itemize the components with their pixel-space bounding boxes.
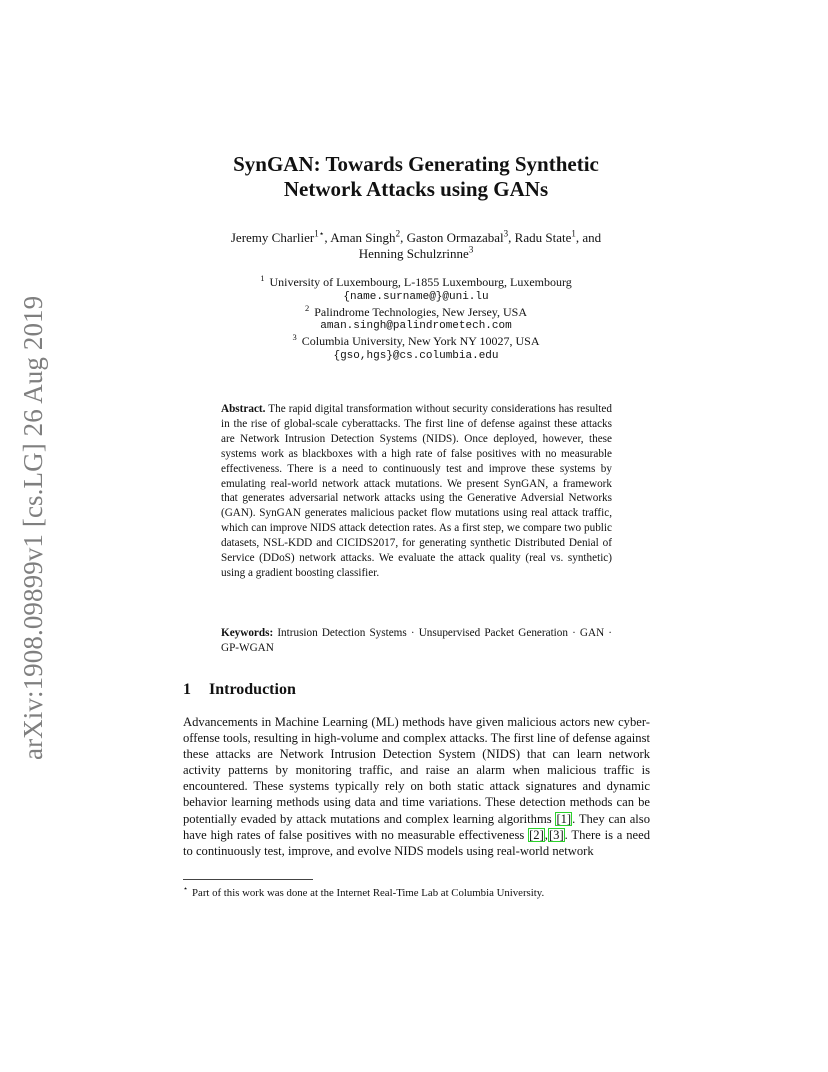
author-name: Henning Schulzrinne bbox=[358, 246, 469, 261]
affiliation-email[interactable]: {gso,hgs}@cs.columbia.edu bbox=[333, 349, 499, 362]
intro-paragraph bbox=[183, 714, 650, 859]
affiliation-email[interactable]: aman.singh@palindrometech.com bbox=[320, 320, 512, 333]
author-mark: 3 bbox=[503, 228, 509, 239]
author-name: Aman Singh bbox=[330, 230, 396, 245]
author-separator: , bbox=[400, 230, 407, 245]
intro-text: Advancements in Machine Learning (ML) methods have given malicious actors new cyber-offense tools, resulting in high-volume and complex attacks. The first line of defense against these attacks are Network Intrusion Detection System (NIDS) that can learn network activity patterns by monitoring traffic, and raise an alarm when malicious traffic is encountered. These systems typically rely on both static attack signatures and dynamic behavior learning methods using data and time variations. These detection methods can be potentially evaded by attack mutations and complex learning algorithms bbox=[183, 715, 650, 826]
affiliation bbox=[180, 275, 652, 290]
paper-title bbox=[180, 152, 652, 202]
author-separator: , bbox=[324, 230, 331, 245]
author-mark: 1⋆ bbox=[314, 228, 325, 239]
author-name: Radu State bbox=[514, 230, 572, 245]
footnote bbox=[183, 886, 650, 900]
author-name: Jeremy Charlier bbox=[230, 230, 315, 245]
affiliation-email[interactable]: {name.surname@}@uni.lu bbox=[343, 290, 489, 303]
author-mark: 1 bbox=[571, 228, 576, 239]
abstract bbox=[221, 402, 612, 581]
affiliation-name: Palindrome Technologies, New Jersey, USA bbox=[314, 304, 528, 319]
affiliation bbox=[180, 302, 652, 320]
affiliations bbox=[180, 275, 652, 364]
keywords-text: Intrusion Detection Systems · Unsupervised Packet Generation · GAN · GP-WGAN bbox=[221, 627, 613, 654]
arxiv-stamp: arXiv:1908.09899v1 [cs.LG] 26 Aug 2019 bbox=[18, 295, 48, 760]
footnote-rule bbox=[183, 879, 313, 880]
title-line-2: Network Attacks using GANs bbox=[283, 177, 549, 201]
keywords-label: Keywords: bbox=[221, 627, 274, 639]
affiliation-number: 2 bbox=[304, 302, 310, 313]
affiliation-name: Columbia University, New York NY 10027, USA bbox=[301, 334, 540, 349]
author-and: , and bbox=[575, 230, 602, 245]
author-mark: 3 bbox=[468, 244, 474, 255]
section-title: Introduction bbox=[209, 681, 296, 698]
section-heading bbox=[183, 681, 296, 699]
section-number: 1 bbox=[183, 681, 191, 698]
affiliation-number: 1 bbox=[260, 273, 265, 283]
title-line-1: SynGAN: Towards Generating Synthetic bbox=[233, 152, 599, 176]
author-name: Gaston Ormazabal bbox=[406, 230, 504, 245]
abstract-text: The rapid digital transformation without security considerations has resulted in the rise of global-scale cyberattacks. The first line of defense against these attacks are Network Intrusion Detection Systems (NIDS). Once deployed, however, these systems work as blackboxes with a high rate of false positives with no measurable effectiveness. There is a need to continuously test and improve these systems by emulating real-world network attack mutations. We present SynGAN, a framework that generates adversarial network attacks using the Generative Adversial Networks (GAN). SynGAN generates malicious packet flow mutations using real attack traffic, which can improve NIDS attack detection rates. As a first step, we compare two public datasets, NSL-KDD and CICIDS2017, for generating synthetic Distributed Denial of Service (DDoS) network attacks. We evaluate the attack quality (real vs. synthetic) using a gradient boosting classifier. bbox=[221, 403, 612, 579]
affiliation-number: 3 bbox=[292, 332, 297, 343]
author-mark: 2 bbox=[395, 228, 401, 239]
citation-link[interactable]: [3] bbox=[548, 827, 564, 842]
author-separator: , bbox=[508, 230, 515, 245]
abstract-label: Abstract. bbox=[221, 403, 266, 415]
intro-text: . There is a need to continuously test, improve, and evolve NIDS models using real-world network bbox=[183, 827, 651, 858]
author-list bbox=[180, 230, 652, 262]
affiliation-name: University of Luxembourg, L-1855 Luxembourg, Luxembourg bbox=[269, 275, 572, 289]
citation-link[interactable]: [1] bbox=[556, 811, 572, 826]
citation-separator: , bbox=[544, 827, 548, 842]
affiliation bbox=[180, 334, 652, 349]
intro-text: . They can also have high rates of false positives with no measurable effectiveness bbox=[183, 811, 650, 842]
citation-link[interactable]: [2] bbox=[529, 827, 544, 842]
footnote-text: Part of this work was done at the Internet Real-Time Lab at Columbia University. bbox=[192, 887, 545, 899]
footnote-mark: ⋆ bbox=[183, 884, 189, 894]
keywords bbox=[221, 626, 612, 656]
